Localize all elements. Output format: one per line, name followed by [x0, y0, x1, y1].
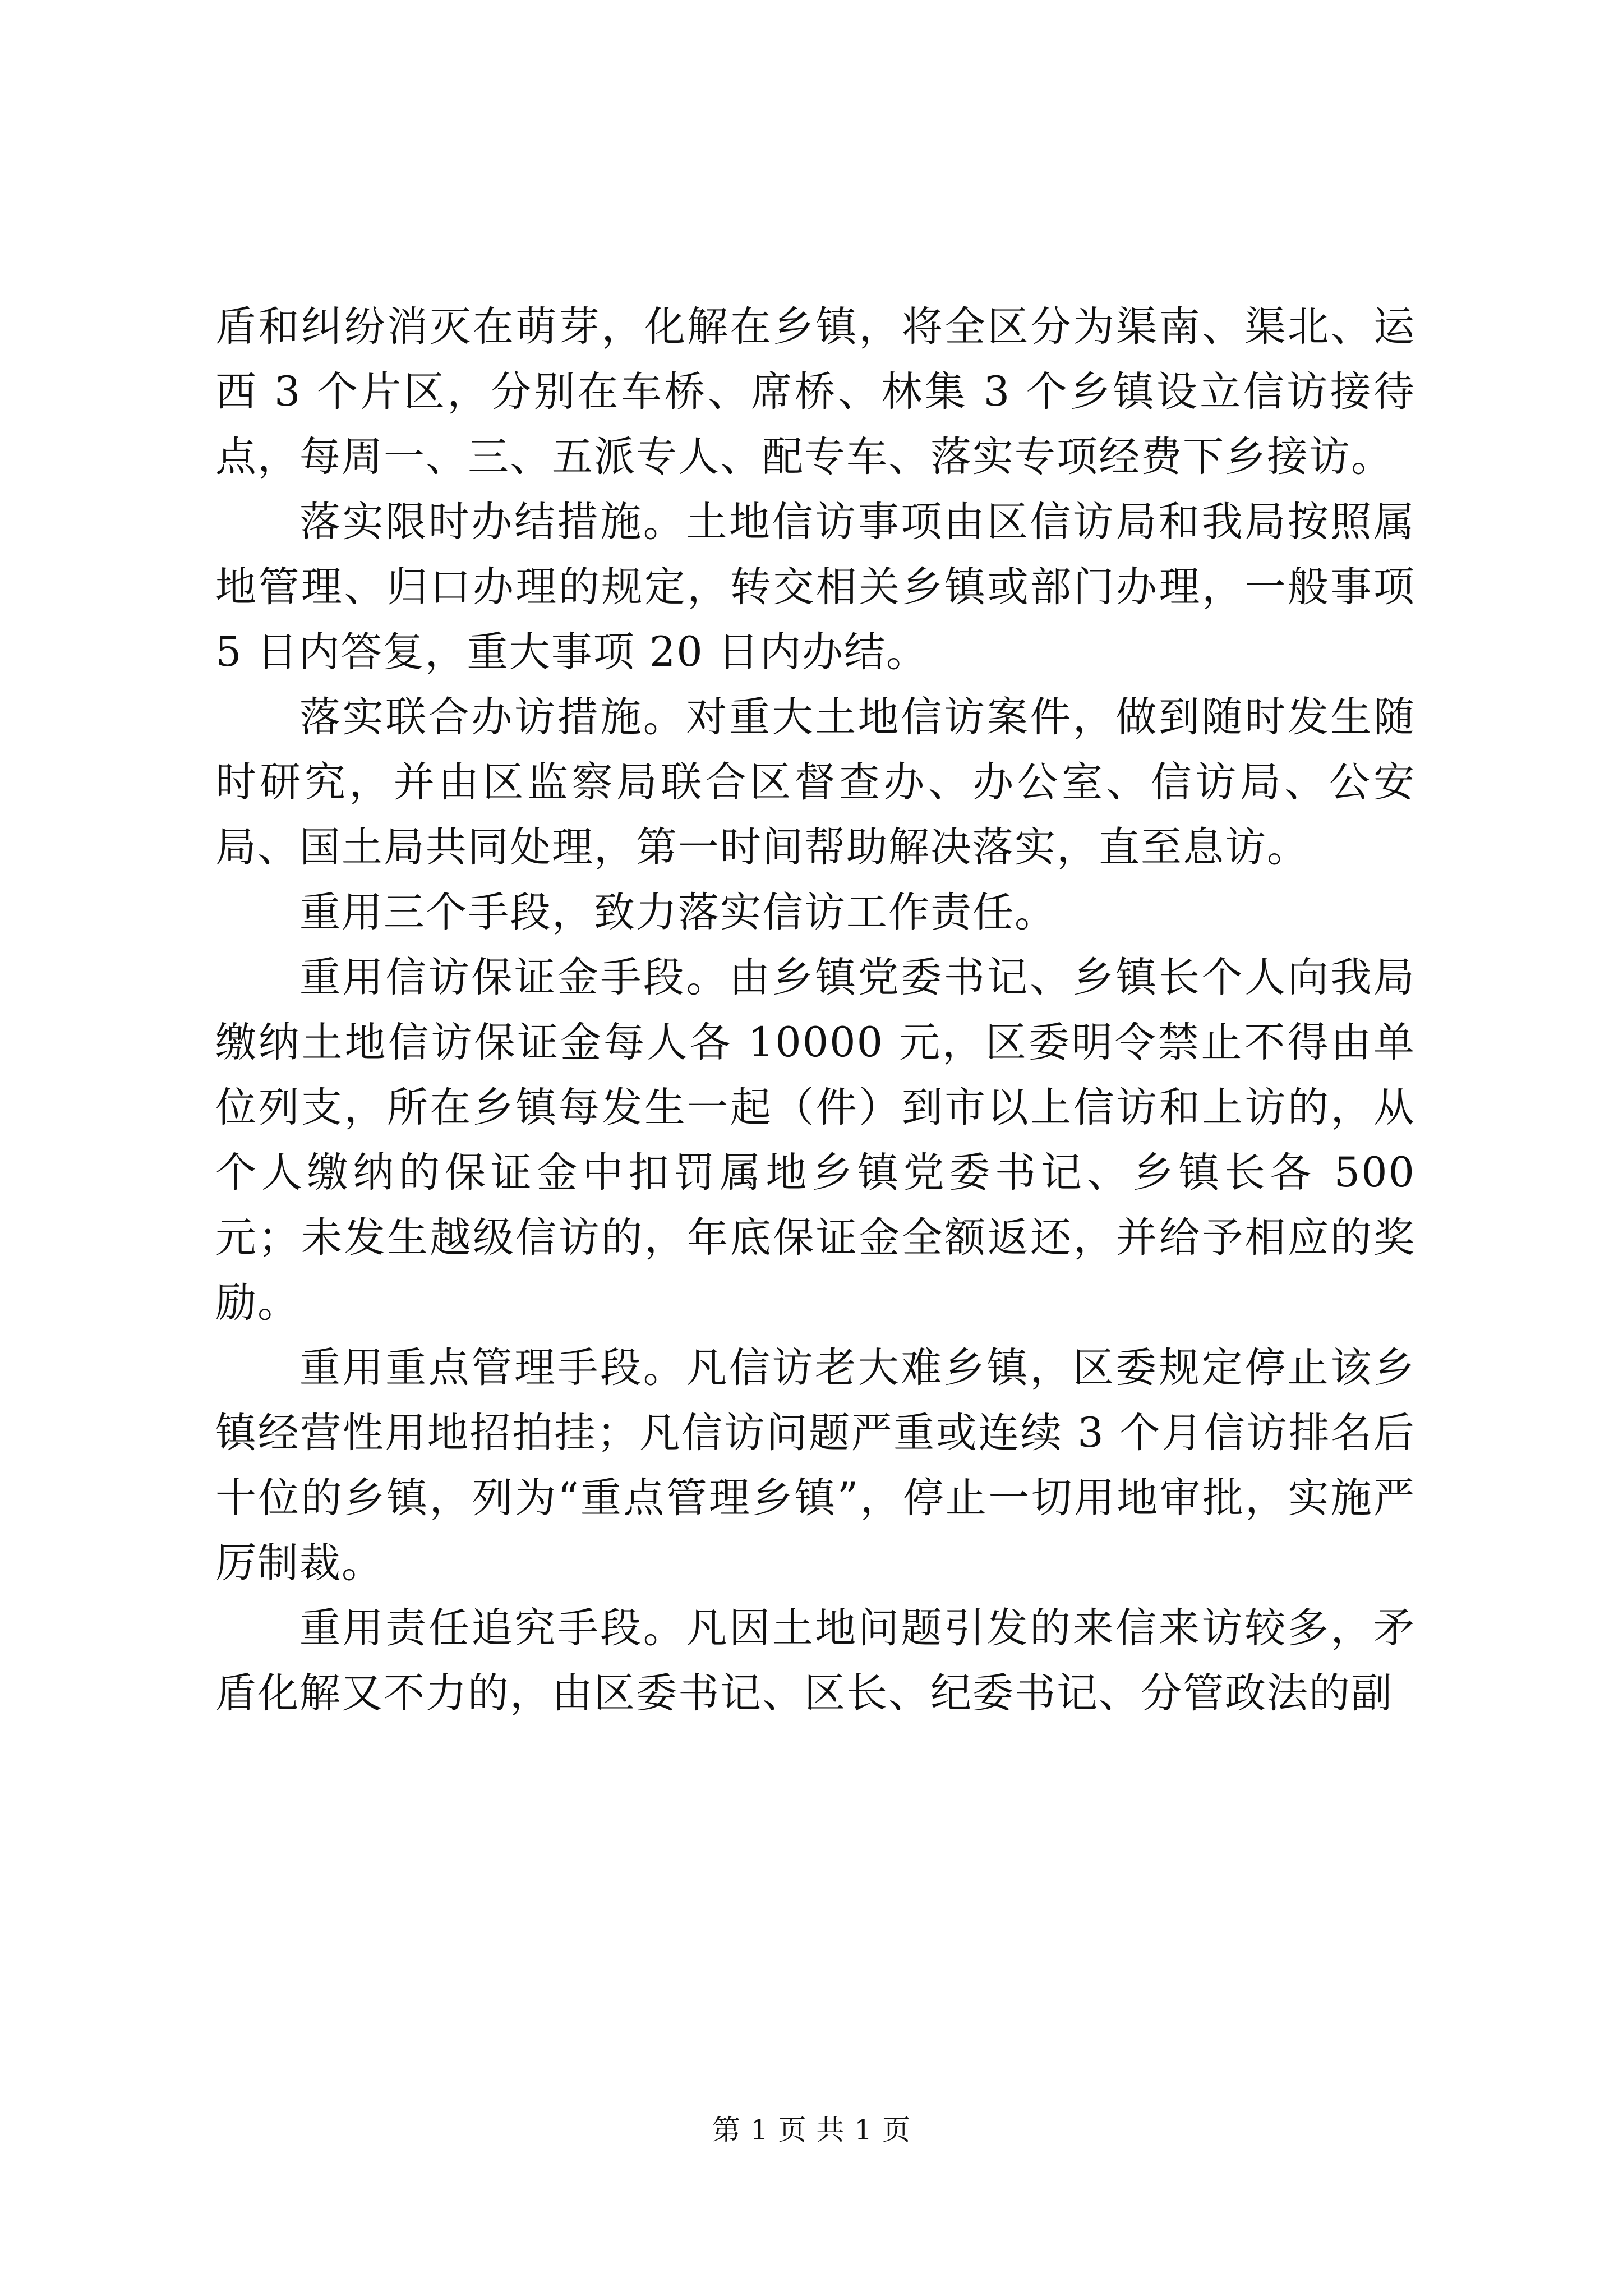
paragraph-deposit-means: 重用信访保证金手段。由乡镇党委书记、乡镇长个人向我局缴纳土地信访保证金每人各 10000 元，区委明令禁止不得由单位列支，所在乡镇每发生一起（件）到市以上信访和上访的，从个人缴纳的保证金中扣罚属地乡镇党委书记、乡镇长各 500 元；未发生越级信访的，年底保证金全额返还，并给予相应的奖励。: [215, 954, 1415, 1327]
paragraph-time-limit-measure: 落实限时办结措施。土地信访事项由区信访局和我局按照属地管理、归口办理的规定，转交相关乡镇或部门办理，一般事项 5 日内答复，重大事项 20 日内办结。: [215, 498, 1415, 676]
page-footer: 第 1 页 共 1 页: [712, 2114, 911, 2146]
paragraph-continued: 盾和纠纷消灭在萌芽，化解在乡镇，将全区分为渠南、渠北、运西 3 个片区，分别在车桥、席桥、林集 3 个乡镇设立信访接待点，每周一、三、五派专人、配专车、落实专项经费下乡接访。: [215, 303, 1415, 481]
paragraph-three-means-heading: 重用三个手段，致力落实信访工作责任。: [299, 889, 1057, 936]
paragraph-accountability-means: 重用责任追究手段。凡因土地问题引发的来信来访较多，矛盾化解又不力的，由区委书记、区长、纪委书记、分管政法的副: [215, 1604, 1415, 1717]
paragraph-joint-handling-measure: 落实联合办访措施。对重大土地信访案件，做到随时发生随时研究，并由区监察局联合区督查办、办公室、信访局、公安局、国土局共同处理，第一时间帮助解决落实，直至息访。: [215, 693, 1415, 871]
document-body: [215, 295, 1415, 1726]
paragraph-key-management-means: 重用重点管理手段。凡信访老大难乡镇，区委规定停止该乡镇经营性用地招拍挂；凡信访问题严重或连续 3 个月信访排名后十位的乡镇，列为“重点管理乡镇”，停止一切用地审批，实施严厉制裁。: [215, 1344, 1415, 1587]
